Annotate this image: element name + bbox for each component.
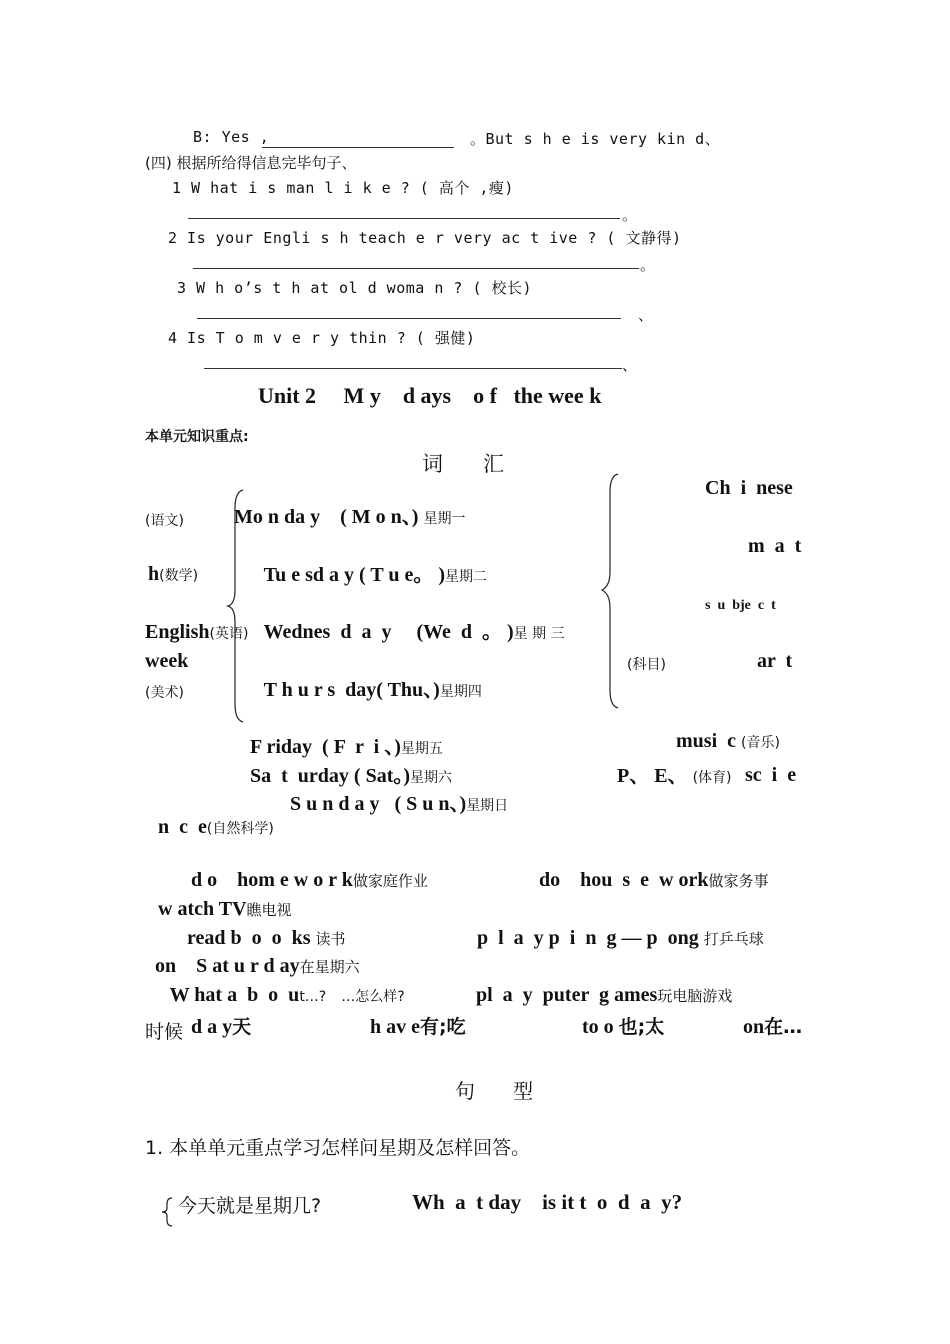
vocab-heading: 词 汇 <box>422 452 505 476</box>
answer-blank-3 <box>197 318 621 319</box>
day-friday: F riday ( F r i 、)星期五 <box>250 736 443 758</box>
subject-chinese-zh: (语文) <box>145 513 184 529</box>
right-brace <box>598 472 622 710</box>
phrase-watch-tv: w atch TV瞧电视 <box>158 898 292 920</box>
question-4: 4 Is T o m v e r y thin ? ( 强健) <box>168 329 476 347</box>
sentence-heading: 句 型 <box>455 1079 534 1103</box>
answer-blank <box>262 147 454 148</box>
phrase-do-housework: do hou s e w ork做家务事 <box>539 869 769 891</box>
subject-science-wrap: n c e(自然科学) <box>158 816 274 838</box>
sentence-item-1: 1. 本单单元重点学习怎样问星期及怎样回答。 <box>145 1137 531 1159</box>
subject-label: s u bje c t <box>705 598 776 613</box>
subject-chinese: Ch i nese <box>705 477 793 499</box>
word-day: d a y天 <box>191 1016 252 1038</box>
subject-math: m a t <box>748 535 802 557</box>
subject-art-zh: (美术) <box>145 685 184 701</box>
answer-blank-4 <box>204 368 622 369</box>
word-on: on在… <box>743 1016 803 1038</box>
section4-heading: (四) 根据所给得信息完毕句子、 <box>145 154 357 172</box>
subject-music: musi c (音乐) <box>676 730 780 752</box>
subject-zh: (科目) <box>627 657 666 673</box>
day-tuesday: Tu e sd a y ( T u e。 )星期二 <box>263 564 487 586</box>
question-en: Wh a t day is it t o d a y? <box>412 1190 683 1214</box>
day-wednesday: Wednes d a y (We d 。 )星 期 三 <box>263 621 565 643</box>
phrase-on-saturday: on S at u r d ay在星期六 <box>155 955 360 977</box>
question-zh: 今天就是星期几? <box>178 1195 322 1217</box>
question-2-end: 。 <box>640 256 656 274</box>
subject-science: sc i e <box>745 764 797 786</box>
day-thursday: T h u r s day( Thu、)星期四 <box>263 679 482 701</box>
subject-math-wrap: h(数学) <box>148 563 199 585</box>
word-on-wrap: 时候 <box>145 1021 184 1043</box>
question-3: 3 W h o’s t h at ol d woma n ? ( 校长) <box>177 279 533 297</box>
question-brace <box>160 1196 174 1228</box>
answer-blank-1 <box>188 218 620 219</box>
question-2: 2 Is your Engli s h teach e r very ac t ive ? ( 文静得) <box>168 229 682 247</box>
day-saturday: Sa t urday ( Sat。)星期六 <box>250 765 453 787</box>
question-1: 1 W hat i s man l i k e ? ( 高个 ,瘦) <box>172 179 514 197</box>
phrase-play-computer-games: pl a y puter g ames玩电脑游戏 <box>476 984 733 1006</box>
phrase-what-about: W hat a b o ut…? …怎么样? <box>169 984 405 1006</box>
question-3-end: 、 <box>638 306 654 324</box>
subject-art: ar t <box>757 650 793 672</box>
word-too: to o 也;太 <box>582 1016 665 1038</box>
answer-blank-2 <box>193 268 639 269</box>
subject-english: English(英语) <box>145 621 249 643</box>
unit-title: Unit 2 M y d ays o f the wee k <box>258 383 602 408</box>
dialogue-b-suffix: 。But s h e is very kin d、 <box>470 130 721 148</box>
phrase-read-books: read b o o ks 读书 <box>187 927 346 949</box>
dialogue-b-prefix: B: Yes , <box>193 128 270 146</box>
subject-pe: P、 E、 (体育) <box>617 765 732 787</box>
question-1-end: 。 <box>622 206 638 224</box>
key-points-label: 本单元知识重点: <box>145 429 249 445</box>
word-week: week <box>145 650 189 672</box>
phrase-play-ping-pong: p l a y p i n g — p ong 打乒乓球 <box>477 927 764 949</box>
day-monday: Mo n da y ( M o n、) 星期一 <box>234 506 466 528</box>
word-have: h av e有;吃 <box>370 1016 466 1038</box>
question-4-end: 、 <box>622 356 638 374</box>
day-sunday: S u n d a y ( S u n、)星期日 <box>290 793 509 815</box>
phrase-do-homework: d o hom e w o r k做家庭作业 <box>191 869 428 891</box>
